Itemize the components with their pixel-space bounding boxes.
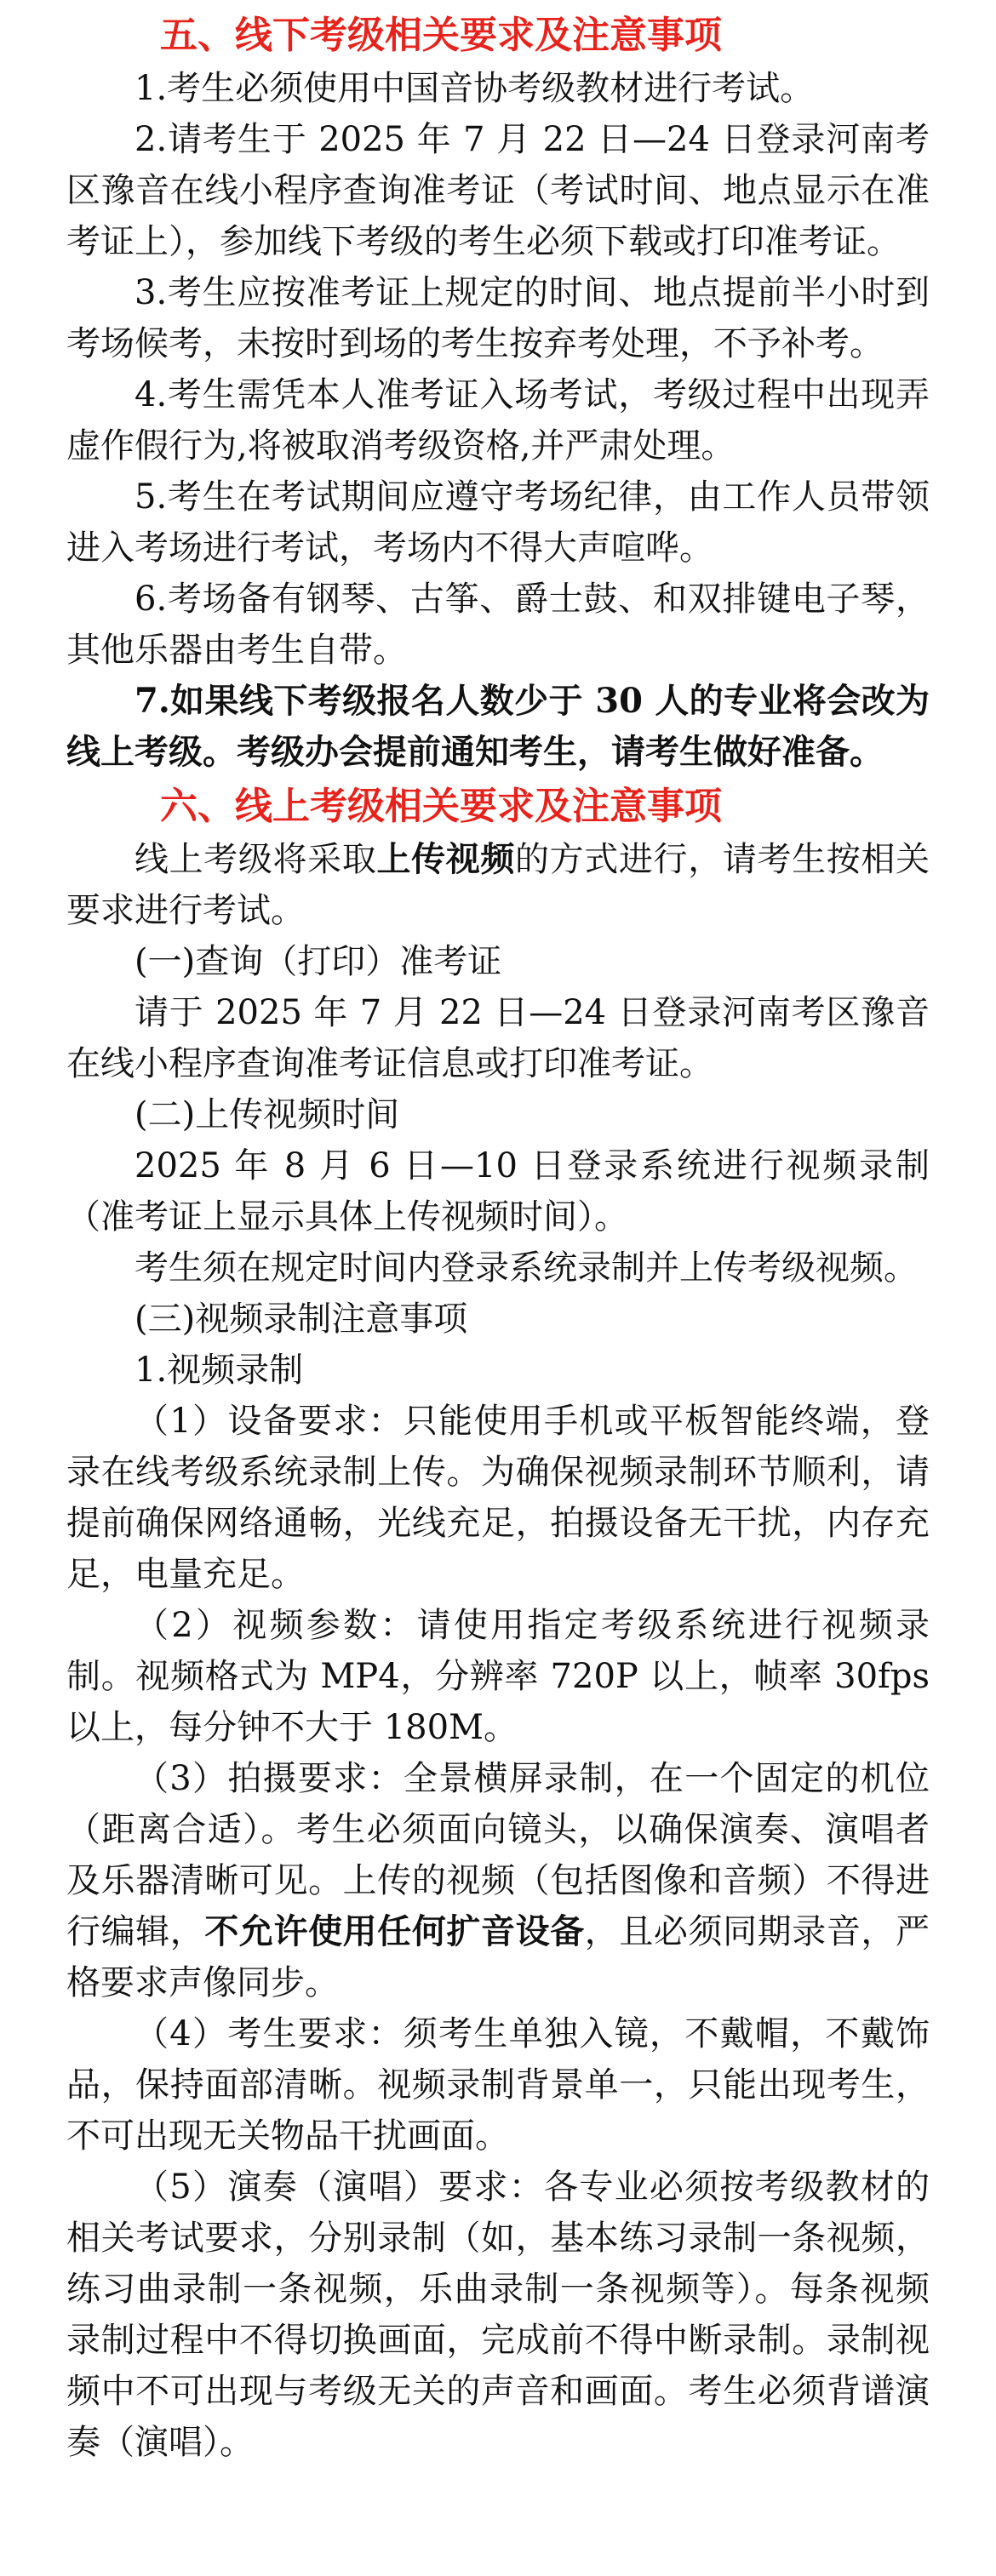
subsection-2-text-1: 2025 年 8 月 6 日—10 日登录系统进行视频录制（准考证上显示具体上传视频时间）。 bbox=[66, 1146, 930, 1237]
section-5-item-5: 5.考生在考试期间应遵守考场纪律，由工作人员带领进入考场进行考试，考场内不得大声喧哗。 bbox=[66, 477, 930, 568]
requirement-device: （1）设备要求：只能使用手机或平板智能终端，登录在线考级系统录制上传。为确保视频录制环节顺利，请提前确保网络通畅，光线充足，拍摄设备无干扰，内存充足，电量充足。 bbox=[66, 1402, 930, 1594]
section-5-item-7: 7.如果线下考级报名人数少于 30 人的专业将会改为线上考级。考级办会提前通知考生，请考生做好准备。 bbox=[66, 681, 930, 772]
section-5-item-4: 4.考生需凭本人准考证入场考试，考级过程中出现弄虚作假行为,将被取消考级资格,并严肃处理。 bbox=[66, 375, 930, 466]
intro-text-post: 的方式进行，请考生按相关要求进行考试。 bbox=[66, 840, 930, 930]
requirement-performance: （5）演奏（演唱）要求：各专业必须按考级教材的相关考试要求，分别录制（如，基本练习录制一条视频，练习曲录制一条视频，乐曲录制一条视频等）。每条视频录制过程中不得切换画面，完成前不得中断录制。录制视频中不可出现与考级无关的声音和画面。考生必须背谱演奏（演唱）。 bbox=[66, 2168, 930, 2462]
section-5-heading: 五、线下考级相关要求及注意事项 bbox=[160, 14, 722, 57]
shooting-text-post: ，且必须同期录音，严格要求声像同步。 bbox=[66, 1912, 930, 2002]
video-recording-title: 1.视频录制 bbox=[135, 1351, 304, 1390]
subsection-2-title: (二)上传视频时间 bbox=[135, 1095, 400, 1134]
section-5-item-2: 2.请考生于 2025 年 7 月 22 日—24 日登录河南考区豫音在线小程序查询准考证（考试时间、地点显示在准考证上），参加线下考级的考生必须下载或打印准考证。 bbox=[66, 120, 930, 261]
subsection-2-text-2: 考生须在规定时间内登录系统录制并上传考级视频。 bbox=[135, 1248, 918, 1288]
intro-text-pre: 线上考级将采取 bbox=[135, 840, 377, 879]
subsection-1-text: 请于 2025 年 7 月 22 日—24 日登录河南考区豫音在线小程序查询准考证信息或打印准考证。 bbox=[66, 993, 930, 1083]
section-5-item-3: 3.考生应按准考证上规定的时间、地点提前半小时到考场候考，未按时到场的考生按弃考处理，不予补考。 bbox=[66, 273, 930, 363]
section-6-heading: 六、线上考级相关要求及注意事项 bbox=[160, 785, 722, 828]
subsection-3-title: (三)视频录制注意事项 bbox=[135, 1299, 468, 1339]
section-6-intro bbox=[66, 834, 930, 936]
subsection-1-title: (一)查询（打印）准考证 bbox=[135, 942, 502, 981]
section-5-item-6: 6.考场备有钢琴、古筝、爵士鼓、和双排键电子琴，其他乐器由考生自带。 bbox=[66, 580, 930, 670]
requirement-video-params: （2）视频参数：请使用指定考级系统进行视频录制。视频格式为 MP4，分辨率 720P 以上，帧率 30fps 以上，每分钟不大于 180M。 bbox=[66, 1606, 930, 1747]
shooting-text-pre: （3）拍摄要求：全景横屏录制，在一个固定的机位（距离合适）。考生必须面向镜头，以确保演奏、演唱者及乐器清晰可见。上传的视频（包括图像和音频）不得进行编辑， bbox=[66, 1759, 930, 1951]
shooting-text-bold: 不允许使用任何扩音设备 bbox=[204, 1911, 585, 1951]
requirement-candidate: （4）考生要求：须考生单独入镜，不戴帽，不戴饰品，保持面部清晰。视频录制背景单一，只能出现考生，不可出现无关物品干扰画面。 bbox=[66, 2014, 930, 2156]
requirement-shooting bbox=[66, 1753, 930, 2008]
intro-text-bold: 上传视频 bbox=[376, 839, 516, 879]
section-5-item-1: 1.考生必须使用中国音协考级教材进行考试。 bbox=[135, 69, 815, 108]
